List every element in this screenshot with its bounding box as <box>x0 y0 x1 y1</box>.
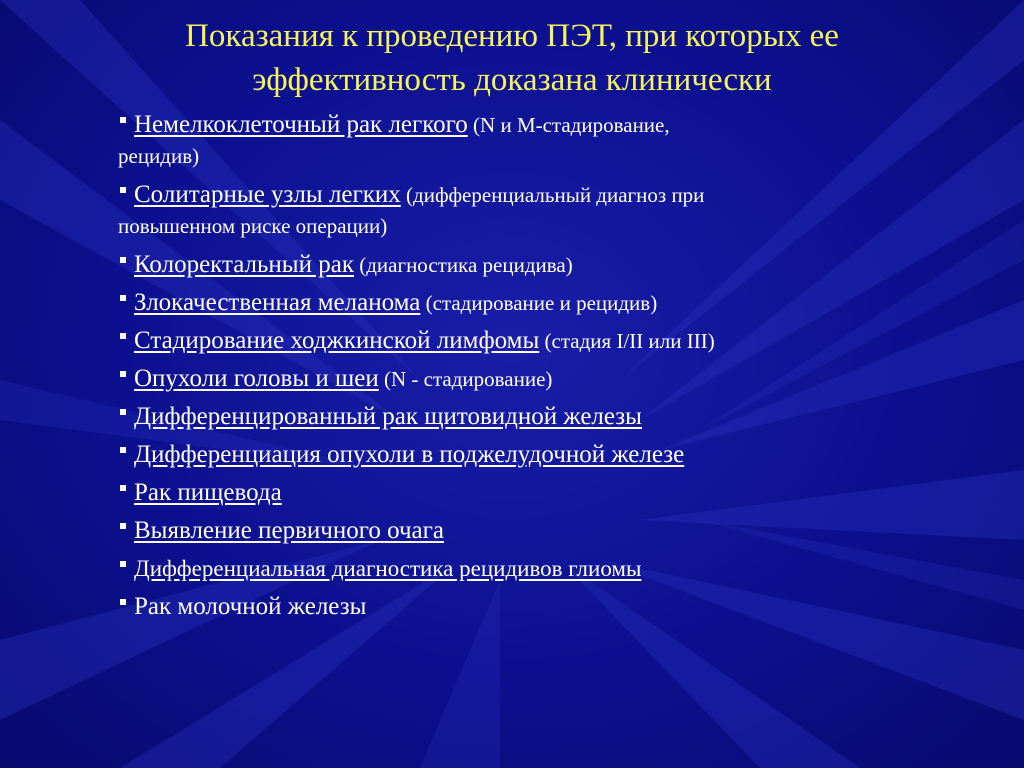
item-note: (дифференциальный диагноз при <box>400 183 705 207</box>
item-title: Выявление первичного очага <box>134 517 444 544</box>
item-note: (N - стадирование) <box>378 367 553 391</box>
title-line-1: Показания к проведению ПЭТ, при которых ее <box>185 18 839 54</box>
item-title: Стадирование ходжкинской лимфомы <box>134 327 540 354</box>
item-title: Рак пищевода <box>134 479 282 506</box>
list-item <box>118 440 938 470</box>
list-item <box>118 288 938 318</box>
bullet-icon <box>120 187 126 193</box>
item-title: Солитарные узлы легких <box>134 181 401 208</box>
list-item <box>118 402 938 432</box>
list-item <box>118 250 938 280</box>
item-note: (стадирование и рецидив) <box>420 291 658 315</box>
list-item <box>118 554 938 584</box>
item-title: Опухоли головы и шеи <box>134 365 379 392</box>
item-title: Злокачественная меланома <box>134 289 421 316</box>
item-note: (диагностика рецидива) <box>353 253 573 277</box>
bullet-icon <box>120 371 126 377</box>
bullet-icon <box>120 333 126 339</box>
bullet-icon <box>120 599 126 605</box>
list-item <box>118 180 938 242</box>
bullet-icon <box>120 485 126 491</box>
indications-list <box>118 110 938 630</box>
list-item <box>118 478 938 508</box>
item-title: Дифференциация опухоли в поджелудочной железе <box>134 441 685 468</box>
item-title: Немелкоклеточный рак легкого <box>134 111 468 138</box>
slide-title <box>40 14 984 102</box>
bullet-icon <box>120 295 126 301</box>
item-note: (стадия I/II или III) <box>539 329 715 353</box>
title-line-2: эффективность доказана клинически <box>252 62 772 98</box>
bullet-icon <box>120 257 126 263</box>
bullet-icon <box>120 117 126 123</box>
item-note-continued: рецидив) <box>118 144 200 168</box>
item-title: Колоректальный рак <box>134 251 354 278</box>
item-title: Дифференцированный рак щитовидной железы <box>134 403 642 430</box>
list-item <box>118 592 938 622</box>
item-note: (N и M-стадирование, <box>467 113 670 137</box>
list-item <box>118 110 938 172</box>
bullet-icon <box>120 409 126 415</box>
bullet-icon <box>120 523 126 529</box>
item-note-continued: повышенном риске операции) <box>118 214 388 238</box>
list-item <box>118 516 938 546</box>
list-item <box>118 326 938 356</box>
list-item <box>118 364 938 394</box>
bullet-icon <box>120 447 126 453</box>
item-title: Рак молочной железы <box>134 593 367 620</box>
item-title: Дифференциальная диагностика рецидивов глиомы <box>134 556 642 581</box>
bullet-icon <box>120 561 126 567</box>
